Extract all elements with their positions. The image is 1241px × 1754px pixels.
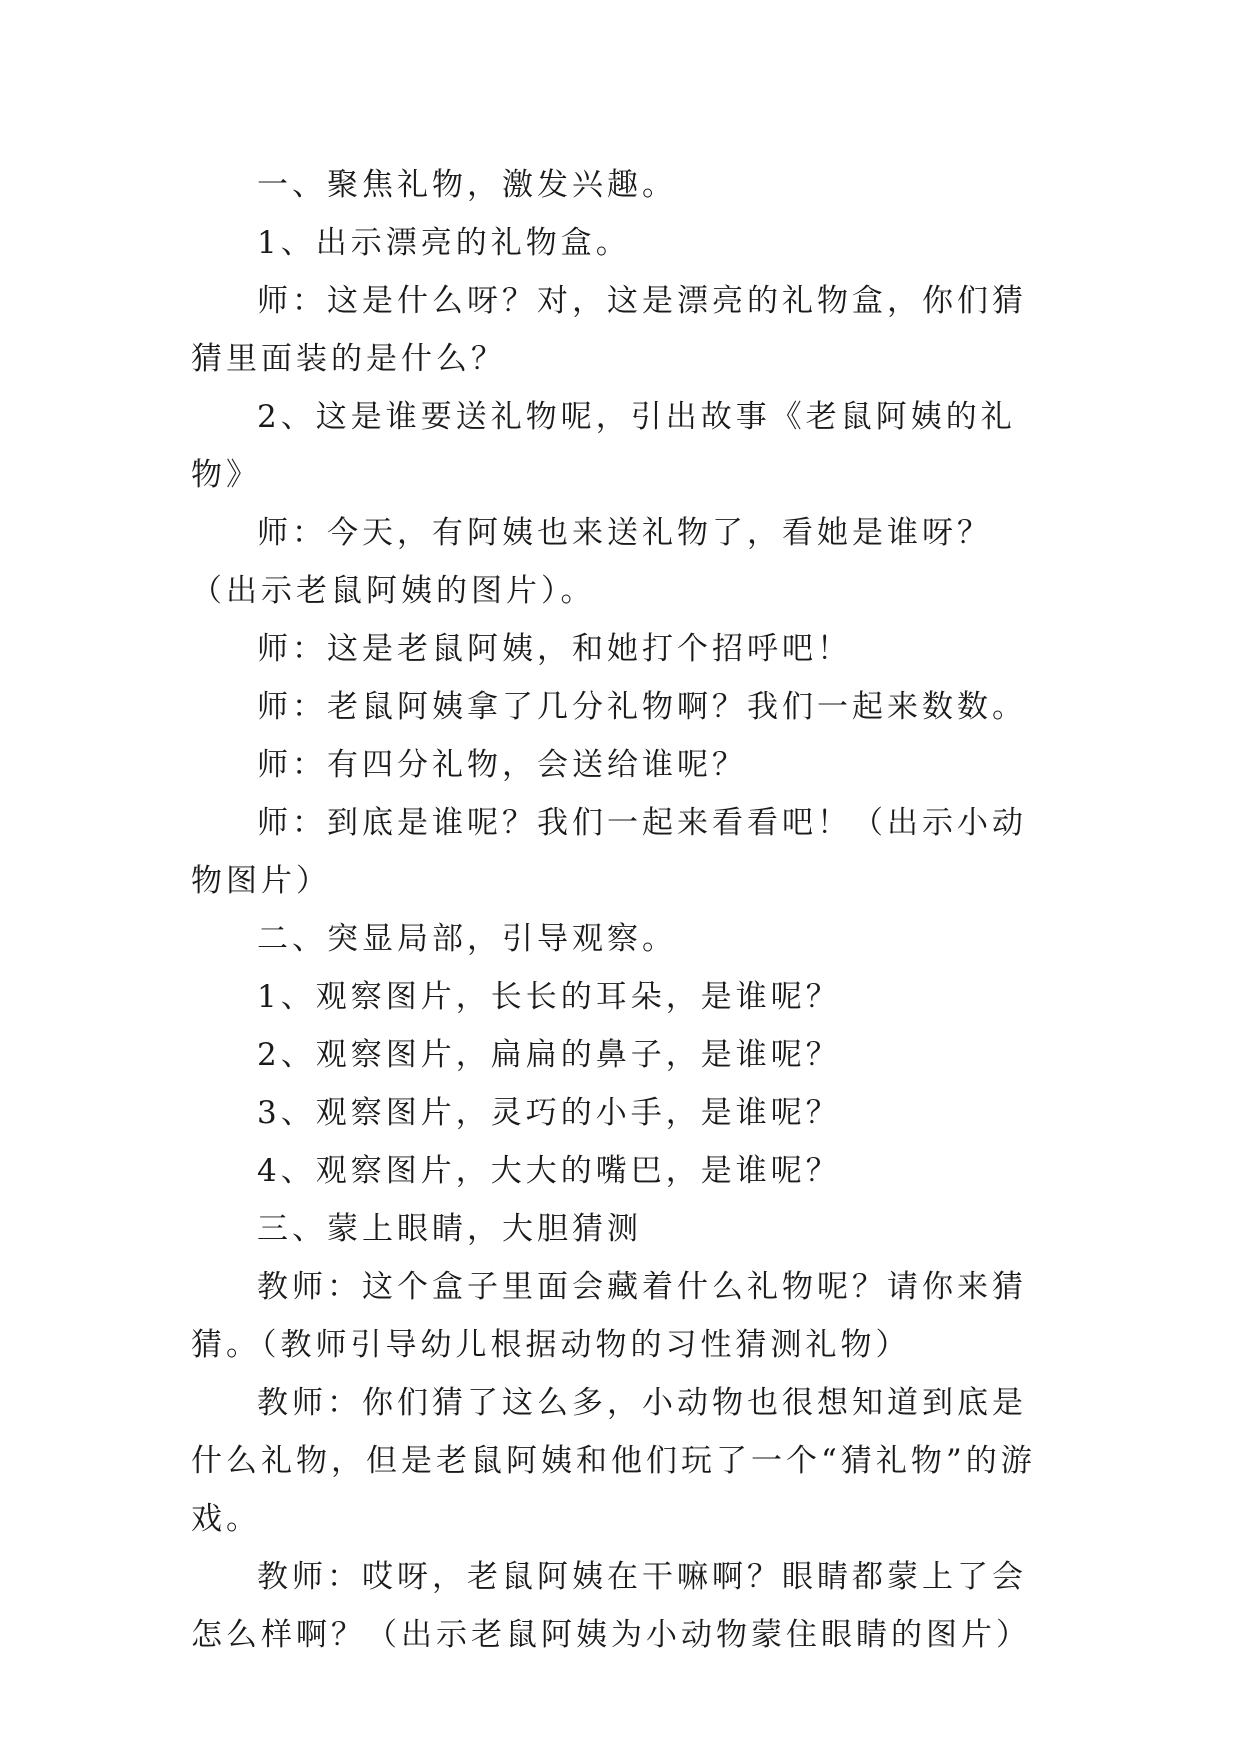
document-body [191, 156, 1051, 1664]
list-item: 2、观察图片，扁扁的鼻子，是谁呢？ [257, 1037, 841, 1073]
list-item: 3、观察图片，灵巧的小手，是谁呢？ [257, 1095, 841, 1131]
dialogue-paragraph: 师：这是什么呀？对，这是漂亮的礼物盒，你们猜猜里面装的是什么？ [191, 283, 1027, 377]
dialogue-paragraph: 师：今天，有阿姨也来送礼物了，看她是谁呀？（出示老鼠阿姨的图片）。 [191, 515, 992, 609]
dialogue-paragraph: 教师：这个盒子里面会藏着什么礼物呢？请你来猜猜。（教师引导幼儿根据动物的习性猜测礼物） [191, 1269, 1027, 1363]
dialogue-paragraph: 师：到底是谁呢？我们一起来看看吧！（出示小动物图片） [191, 805, 1027, 899]
heading-section-2: 二、突显局部，引导观察。 [257, 921, 677, 957]
dialogue-paragraph: 师：有四分礼物，会送给谁呢？ [257, 747, 747, 783]
list-item: 4、观察图片，大大的嘴巴，是谁呢？ [257, 1153, 841, 1189]
heading-section-3: 三、蒙上眼睛，大胆猜测 [257, 1211, 642, 1247]
list-item: 1、出示漂亮的礼物盒。 [257, 225, 631, 261]
dialogue-paragraph: 师：老鼠阿姨拿了几分礼物啊？我们一起来数数。 [257, 689, 1027, 725]
list-item: 1、观察图片，长长的耳朵，是谁呢？ [257, 979, 841, 1015]
dialogue-paragraph: 教师：你们猜了这么多，小动物也很想知道到底是什么礼物，但是老鼠阿姨和他们玩了一个“猜礼物”的游戏。 [191, 1385, 1036, 1537]
heading-section-1: 一、聚焦礼物，激发兴趣。 [257, 167, 677, 203]
list-item: 2、这是谁要送礼物呢，引出故事《老鼠阿姨的礼物》 [191, 399, 1016, 493]
dialogue-paragraph: 师：这是老鼠阿姨，和她打个招呼吧！ [257, 631, 852, 667]
dialogue-paragraph: 教师：哎呀，老鼠阿姨在干嘛啊？眼睛都蒙上了会怎么样啊？（出示老鼠阿姨为小动物蒙住眼睛的图片） [191, 1559, 1031, 1653]
